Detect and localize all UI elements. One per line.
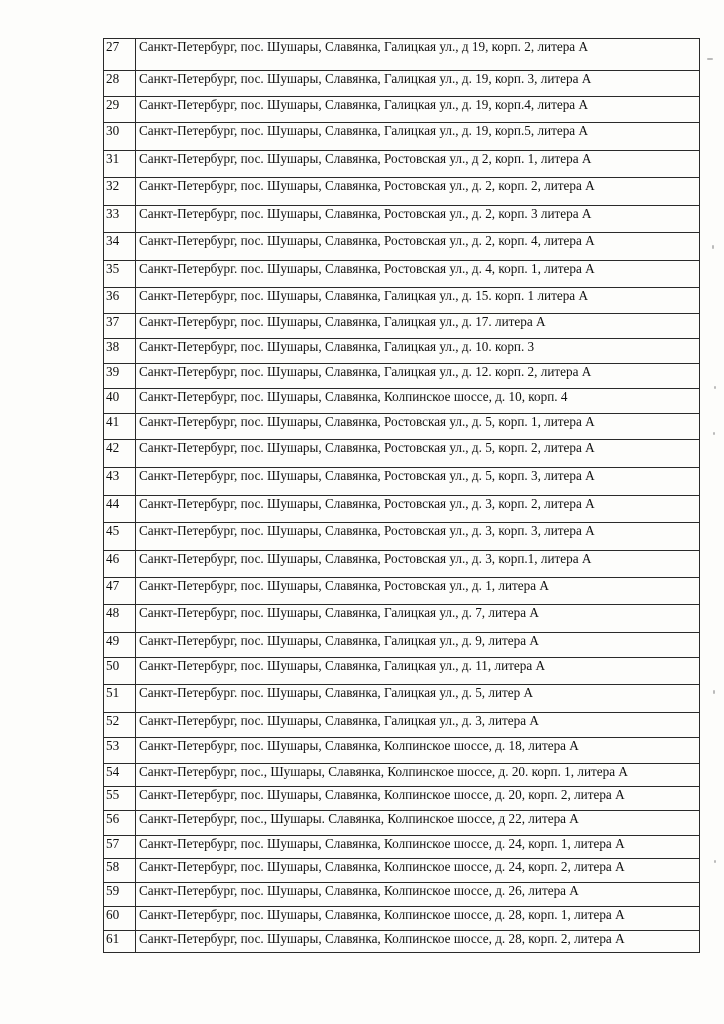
table-row <box>104 578 700 605</box>
scan-artifact <box>714 386 716 389</box>
row-number: 32 <box>104 178 136 206</box>
row-number: 37 <box>104 314 136 339</box>
row-number: 46 <box>104 551 136 578</box>
row-number: 28 <box>104 71 136 97</box>
row-address: Санкт-Петербург. пос. Шушары, Славянка, Галицкая ул., д. 5, литер А <box>136 685 700 713</box>
row-address: Санкт-Петербург, пос. Шушары, Славянка, Колпинское шоссе, д. 18, литера А <box>136 738 700 764</box>
scan-artifact <box>714 860 716 863</box>
table-row <box>104 71 700 97</box>
row-address: Санкт-Петербург, пос., Шушары, Славянка, Колпинское шоссе, д. 20. корп. 1, литера А <box>136 764 700 787</box>
table-row <box>104 440 700 468</box>
row-number: 58 <box>104 859 136 883</box>
row-address: Санкт-Петербург, пос. Шушары, Славянка, Галицкая ул., д. 19, корп. 3, литера А <box>136 71 700 97</box>
row-number: 48 <box>104 605 136 633</box>
table-row <box>104 907 700 931</box>
row-address: Санкт-Петербург, пос. Шушары, Славянка, Галицкая ул., д. 19, корп.5, литера А <box>136 123 700 151</box>
row-number: 36 <box>104 288 136 314</box>
row-number: 43 <box>104 468 136 496</box>
table-row <box>104 713 700 738</box>
table-row <box>104 364 700 389</box>
table-row <box>104 551 700 578</box>
table-row <box>104 233 700 261</box>
row-number: 59 <box>104 883 136 907</box>
table-row <box>104 738 700 764</box>
table-row <box>104 339 700 364</box>
row-number: 30 <box>104 123 136 151</box>
row-address: Санкт-Петербург, пос. Шушары, Славянка, Ростовская ул., д. 3, корп.1, литера А <box>136 551 700 578</box>
row-address: Санкт-Петербург, пос. Шушары, Славянка, Колпинское шоссе, д. 20, корп. 2, литера А <box>136 787 700 811</box>
row-number: 50 <box>104 658 136 685</box>
row-number: 34 <box>104 233 136 261</box>
table-row <box>104 468 700 496</box>
row-number: 55 <box>104 787 136 811</box>
table-row <box>104 523 700 551</box>
table-row <box>104 261 700 288</box>
row-address: Санкт-Петербург, пос. Шушары, Славянка, Галицкая ул., д. 17. литера А <box>136 314 700 339</box>
row-address: Санкт-Петербург, пос. Шушары, Славянка, Колпинское шоссе, д. 10, корп. 4 <box>136 389 700 414</box>
row-address: Санкт-Петербург, пос. Шушары, Славянка, Ростовская ул., д 2, корп. 1, литера А <box>136 151 700 178</box>
row-number: 51 <box>104 685 136 713</box>
row-address: Санкт-Петербург, пос. Шушары, Славянка, Галицкая ул., д 19, корп. 2, литера А <box>136 39 700 71</box>
table-row <box>104 39 700 71</box>
table-row <box>104 931 700 953</box>
table-row <box>104 206 700 233</box>
address-table <box>103 38 700 953</box>
row-number: 29 <box>104 97 136 123</box>
table-row <box>104 883 700 907</box>
row-address: Санкт-Петербург, пос. Шушары, Славянка, Галицкая ул., д. 7, литера А <box>136 605 700 633</box>
row-number: 57 <box>104 836 136 859</box>
row-address: Санкт-Петербург, пос. Шушары, Славянка, Галицкая ул., д. 3, литера А <box>136 713 700 738</box>
table-row <box>104 787 700 811</box>
row-number: 44 <box>104 496 136 523</box>
row-number: 41 <box>104 414 136 440</box>
scan-artifact <box>713 432 715 435</box>
row-number: 47 <box>104 578 136 605</box>
table-row <box>104 123 700 151</box>
row-address: Санкт-Петербург, пос. Шушары, Славянка, Ростовская ул., д. 2, корп. 2, литера А <box>136 178 700 206</box>
table-row <box>104 685 700 713</box>
table-row <box>104 496 700 523</box>
row-address: Санкт-Петербург, пос. Шушары, Славянка, Ростовская ул., д. 5, корп. 2, литера А <box>136 440 700 468</box>
row-address: Санкт-Петербург, пос. Шушары, Славянка, Ростовская ул., д. 2, корп. 4, литера А <box>136 233 700 261</box>
table-row <box>104 605 700 633</box>
address-table-body <box>104 39 700 953</box>
row-address: Санкт-Петербург, пос. Шушары, Славянка, Галицкая ул., д. 10. корп. 3 <box>136 339 700 364</box>
row-address: Санкт-Петербург, пос. Шушары, Славянка, Колпинское шоссе, д. 26, литера А <box>136 883 700 907</box>
table-row <box>104 314 700 339</box>
row-address: Санкт-Петербург, пос. Шушары, Славянка, Колпинское шоссе, д. 28, корп. 1, литера А <box>136 907 700 931</box>
row-number: 38 <box>104 339 136 364</box>
scan-artifact <box>707 58 713 60</box>
row-number: 39 <box>104 364 136 389</box>
scan-artifact <box>713 690 715 694</box>
table-row <box>104 658 700 685</box>
row-address: Санкт-Петербург, пос. Шушары, Славянка, Галицкая ул., д. 11, литера А <box>136 658 700 685</box>
row-address: Санкт-Петербург, пос. Шушары, Славянка, Колпинское шоссе, д. 28, корп. 2, литера А <box>136 931 700 953</box>
row-address: Санкт-Петербург, пос. Шушары, Славянка, Галицкая ул., д. 15. корп. 1 литера А <box>136 288 700 314</box>
row-address: Санкт-Петербург, пос., Шушары. Славянка, Колпинское шоссе, д 22, литера А <box>136 811 700 836</box>
table-row <box>104 859 700 883</box>
row-address: Санкт-Петербург, пос. Шушары, Славянка, Галицкая ул., д. 12. корп. 2, литера А <box>136 364 700 389</box>
row-number: 52 <box>104 713 136 738</box>
row-number: 31 <box>104 151 136 178</box>
table-row <box>104 633 700 658</box>
table-row <box>104 764 700 787</box>
row-number: 53 <box>104 738 136 764</box>
table-row <box>104 178 700 206</box>
row-address: Санкт-Петербург, пос. Шушары, Славянка, Ростовская ул., д. 5, корп. 1, литера А <box>136 414 700 440</box>
row-number: 35 <box>104 261 136 288</box>
row-number: 27 <box>104 39 136 71</box>
row-number: 42 <box>104 440 136 468</box>
row-number: 49 <box>104 633 136 658</box>
row-address: Санкт-Петербург, пос. Шушары, Славянка, Ростовская ул., д. 3, корп. 2, литера А <box>136 496 700 523</box>
row-address: Санкт-Петербург, пос. Шушары, Славянка, Галицкая ул., д. 9, литера А <box>136 633 700 658</box>
row-number: 40 <box>104 389 136 414</box>
row-number: 33 <box>104 206 136 233</box>
row-address: Санкт-Петербург, пос. Шушары, Славянка, Колпинское шоссе, д. 24, корп. 1, литера А <box>136 836 700 859</box>
row-address: Санкт-Петербург, пос. Шушары, Славянка, Галицкая ул., д. 19, корп.4, литера А <box>136 97 700 123</box>
row-address: Санкт-Петербург. пос. Шушары, Славянка, Ростовская ул., д. 4, корп. 1, литера А <box>136 261 700 288</box>
row-address: Санкт-Петербург, пос. Шушары, Славянка, Ростовская ул., д. 2, корп. 3 литера А <box>136 206 700 233</box>
row-number: 56 <box>104 811 136 836</box>
row-address: Санкт-Петербург, пос. Шушары, Славянка, Колпинское шоссе, д. 24, корп. 2, литера А <box>136 859 700 883</box>
table-row <box>104 97 700 123</box>
table-row <box>104 811 700 836</box>
row-address: Санкт-Петербург, пос. Шушары, Славянка, Ростовская ул., д. 1, литера А <box>136 578 700 605</box>
scan-artifact <box>712 245 714 249</box>
table-row <box>104 151 700 178</box>
row-address: Санкт-Петербург, пос. Шушары, Славянка, Ростовская ул., д. 3, корп. 3, литера А <box>136 523 700 551</box>
row-number: 45 <box>104 523 136 551</box>
table-row <box>104 288 700 314</box>
row-number: 54 <box>104 764 136 787</box>
row-number: 61 <box>104 931 136 953</box>
table-row <box>104 389 700 414</box>
row-number: 60 <box>104 907 136 931</box>
table-row <box>104 414 700 440</box>
row-address: Санкт-Петербург, пос. Шушары, Славянка, Ростовская ул., д. 5, корп. 3, литера А <box>136 468 700 496</box>
table-row <box>104 836 700 859</box>
